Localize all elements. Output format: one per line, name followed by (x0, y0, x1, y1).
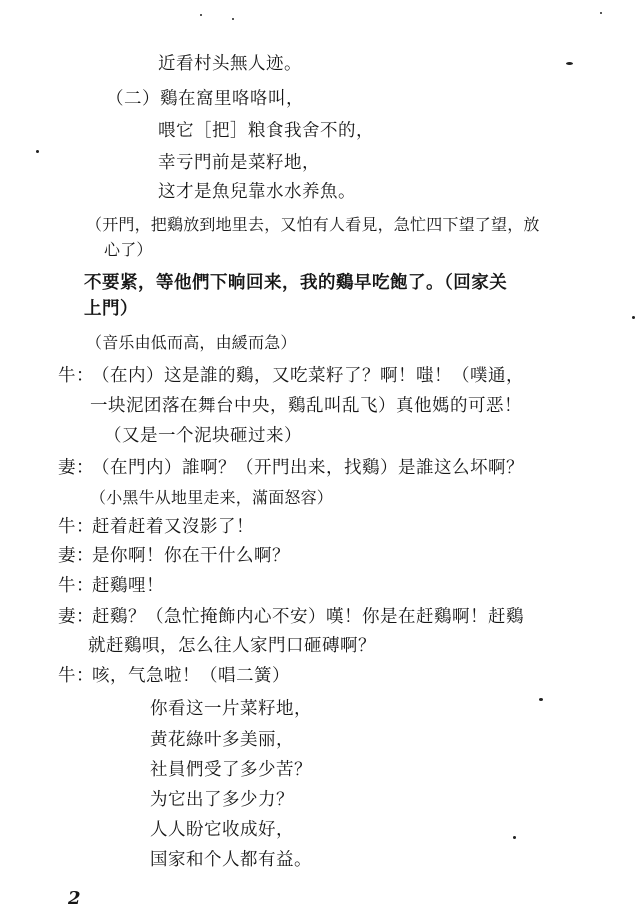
speaker-label: 妻： (58, 607, 94, 627)
dialogue-line: （在内）这是誰的鷄，又吃菜籽了？啊！嗤！（噗通， (92, 366, 524, 386)
dialogue-line: 赶着赶着又沒影了！ (92, 517, 254, 537)
verse-line: 你看这一片菜籽地， (150, 699, 312, 719)
verse-line: 近看村头無人迹。 (158, 54, 302, 74)
scan-speck (232, 18, 234, 20)
verse-line: 幸亏門前是菜籽地， (158, 153, 320, 173)
scan-speck (36, 150, 39, 153)
dialogue-line: 咳，气急啦！（唱二簧） (92, 666, 290, 686)
dialogue-line: 赶鷄哩！ (92, 576, 164, 596)
dialogue-line: 不要紧，等他們下晌回来，我的鷄早吃飽了。（回家关 (84, 273, 508, 293)
stage-direction: （音乐由低而高，由緩而急） (86, 333, 297, 352)
scan-speck (539, 698, 543, 701)
verse-line: 人人盼它收成好， (150, 820, 294, 840)
speaker-label: 牛： (58, 517, 94, 537)
speaker-label: 妻： (58, 546, 94, 566)
verse-line: 为它出了多少力？ (150, 790, 294, 810)
dialogue-line: 上門） (84, 299, 138, 319)
scan-speck (566, 62, 573, 65)
dialogue-line: （在門内）誰啊？（开門出来，找鷄）是誰这么坏啊？ (92, 458, 524, 478)
speaker-label: 牛： (58, 666, 94, 686)
dialogue-line: 就赶鷄唄，怎么往人家門口砸磚啊？ (88, 636, 376, 656)
speaker-label: 牛： (58, 576, 94, 596)
scan-speck (200, 14, 202, 16)
scan-speck (632, 316, 635, 319)
dialogue-line: （又是一个泥块砸过来） (104, 426, 302, 446)
speaker-label: 妻： (58, 458, 94, 478)
stage-direction: （开門，把鷄放到地里去，又怕有人看見，急忙四下望了望，放 (86, 215, 540, 234)
verse-line: 黄花綠叶多美丽， (150, 730, 294, 750)
dialogue-line: 是你啊！你在干什么啊？ (92, 546, 290, 566)
stage-direction: 心了） (104, 240, 153, 259)
stage-direction: （小黑牛从地里走来，滿面怒容） (90, 488, 334, 507)
dialogue-line: 一块泥团落在舞台中央，鷄乱叫乱飞）真他媽的可恶！ (90, 396, 522, 416)
verse-line: 喂它［把］粮食我舍不的， (158, 121, 374, 141)
speaker-label: 牛： (58, 366, 94, 386)
scan-speck (513, 836, 516, 839)
verse-line: 这才是魚兒靠水水养魚。 (158, 182, 356, 202)
verse-line: 社員們受了多少苦？ (150, 760, 312, 780)
dialogue-line: 赶鷄？（急忙掩飾内心不安）嘆！你是在赶鷄啊！赶鷄 (92, 607, 524, 627)
verse-line: （二）鷄在窩里咯咯叫， (106, 89, 304, 109)
scan-speck (600, 12, 602, 14)
verse-line: 国家和个人都有益。 (150, 850, 312, 870)
page-number: 2 (68, 888, 81, 909)
